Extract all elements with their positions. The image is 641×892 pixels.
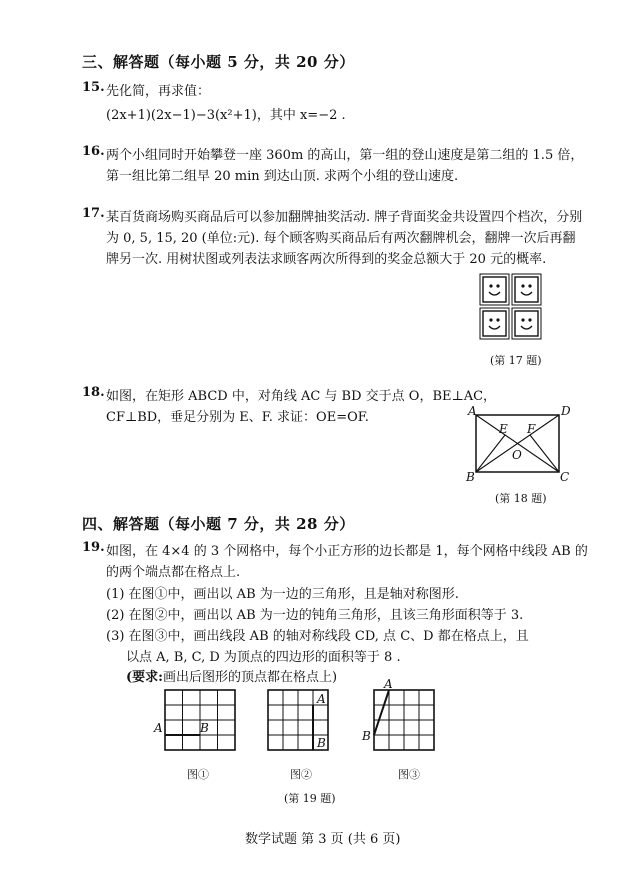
smiley-card: [480, 274, 509, 305]
figure-caption: (第 18 题): [495, 492, 547, 505]
section-heading: 三、解答题（每小题 5 分，共 20 分）: [82, 53, 355, 71]
sub-question-3-cont: 以点 A, B, C, D 为顶点的四边形的面积等于 8 .: [126, 650, 401, 665]
question-number: 19.: [82, 540, 105, 555]
section-heading: 四、解答题（每小题 7 分，共 28 分）: [82, 515, 355, 533]
question-text: 如图，在 4×4 的 3 个网格中，每个小正方形的边长都是 1，每个网格中线段 AB 的: [106, 544, 588, 559]
sub-question-1: (1) 在图①中，画出以 AB 为一边的三角形，且是轴对称图形.: [106, 587, 459, 602]
vertex-label-b: B: [466, 470, 475, 484]
question-text: 的两个端点都在格点上.: [106, 565, 241, 580]
point-label-b: B: [362, 729, 371, 743]
point-label-a: A: [317, 692, 326, 706]
point-label-b: B: [200, 721, 209, 735]
point-label-o: O: [512, 448, 522, 462]
figure-label: 图①: [187, 768, 209, 781]
point-label-a: A: [384, 677, 393, 691]
sub-question-3: (3) 在图③中，画出线段 AB 的轴对称线段 CD, 点 C、D 都在格点上，且: [106, 629, 529, 644]
question-expression: (2x+1)(2x−1)−3(x²+1)，其中 x=−2 .: [106, 108, 346, 123]
figure-caption: (第 17 题): [490, 354, 542, 367]
question-text: 两个小组同时开始攀登一座 360m 的高山，第一组的登山速度是第二组的 1.5 倍，: [106, 148, 584, 163]
rectangle-figure: [460, 400, 580, 490]
point-label-f: F: [527, 422, 536, 436]
question-text: CF⊥BD，垂足分别为 E、F. 求证：OE=OF.: [106, 410, 369, 425]
question-text: 为 0, 5, 15, 20 (单位:元). 每个顾客购买商品后有两次翻牌机会，翻牌一次后再翻: [106, 231, 576, 246]
vertex-label-d: D: [561, 404, 571, 418]
question-number: 16.: [82, 144, 105, 159]
point-label-b: B: [317, 736, 326, 750]
figure-label: 图②: [290, 768, 312, 781]
page-footer: 数学试题 第 3 页 (共 6 页): [245, 832, 401, 847]
question-number: 15.: [82, 80, 105, 95]
grid-figure-3: [360, 676, 450, 771]
smiley-cards-figure: [478, 272, 544, 342]
question-number: 17.: [82, 206, 105, 221]
question-text: 第一组比第二组早 20 min 到达山顶. 求两个小组的登山速度.: [106, 169, 459, 184]
smiley-card: [512, 274, 541, 305]
requirement-note: [126, 666, 337, 685]
grid-figure-1: [150, 690, 240, 770]
question-text: 先化简，再求值：: [106, 84, 211, 99]
question-text: 牌另一次. 用树状图或列表法求顾客两次所得到的奖金总额大于 20 元的概率.: [106, 252, 547, 267]
point-label-e: E: [499, 422, 508, 436]
vertex-label-a: A: [468, 404, 477, 418]
sub-question-2: (2) 在图②中，画出以 AB 为一边的钝角三角形，且该三角形面积等于 3.: [106, 608, 524, 623]
question-number: 18.: [82, 385, 105, 400]
vertex-label-c: C: [560, 470, 570, 484]
grid-figure-2: [268, 690, 348, 770]
smiley-card: [480, 308, 509, 339]
figure-label: 图③: [398, 768, 420, 781]
smiley-card: [512, 308, 541, 339]
question-text: 如图，在矩形 ABCD 中，对角线 AC 与 BD 交于点 O，BE⊥AC，: [106, 389, 497, 404]
question-text: 某百货商场购买商品后可以参加翻牌抽奖活动. 牌子背面奖金共设置四个档次，分别: [106, 210, 583, 225]
point-label-a: A: [154, 721, 163, 735]
requirement-text: 画出后图形的顶点都在格点上): [162, 670, 338, 685]
requirement-label: (要求:: [126, 670, 163, 685]
figure-caption: (第 19 题): [284, 792, 336, 805]
